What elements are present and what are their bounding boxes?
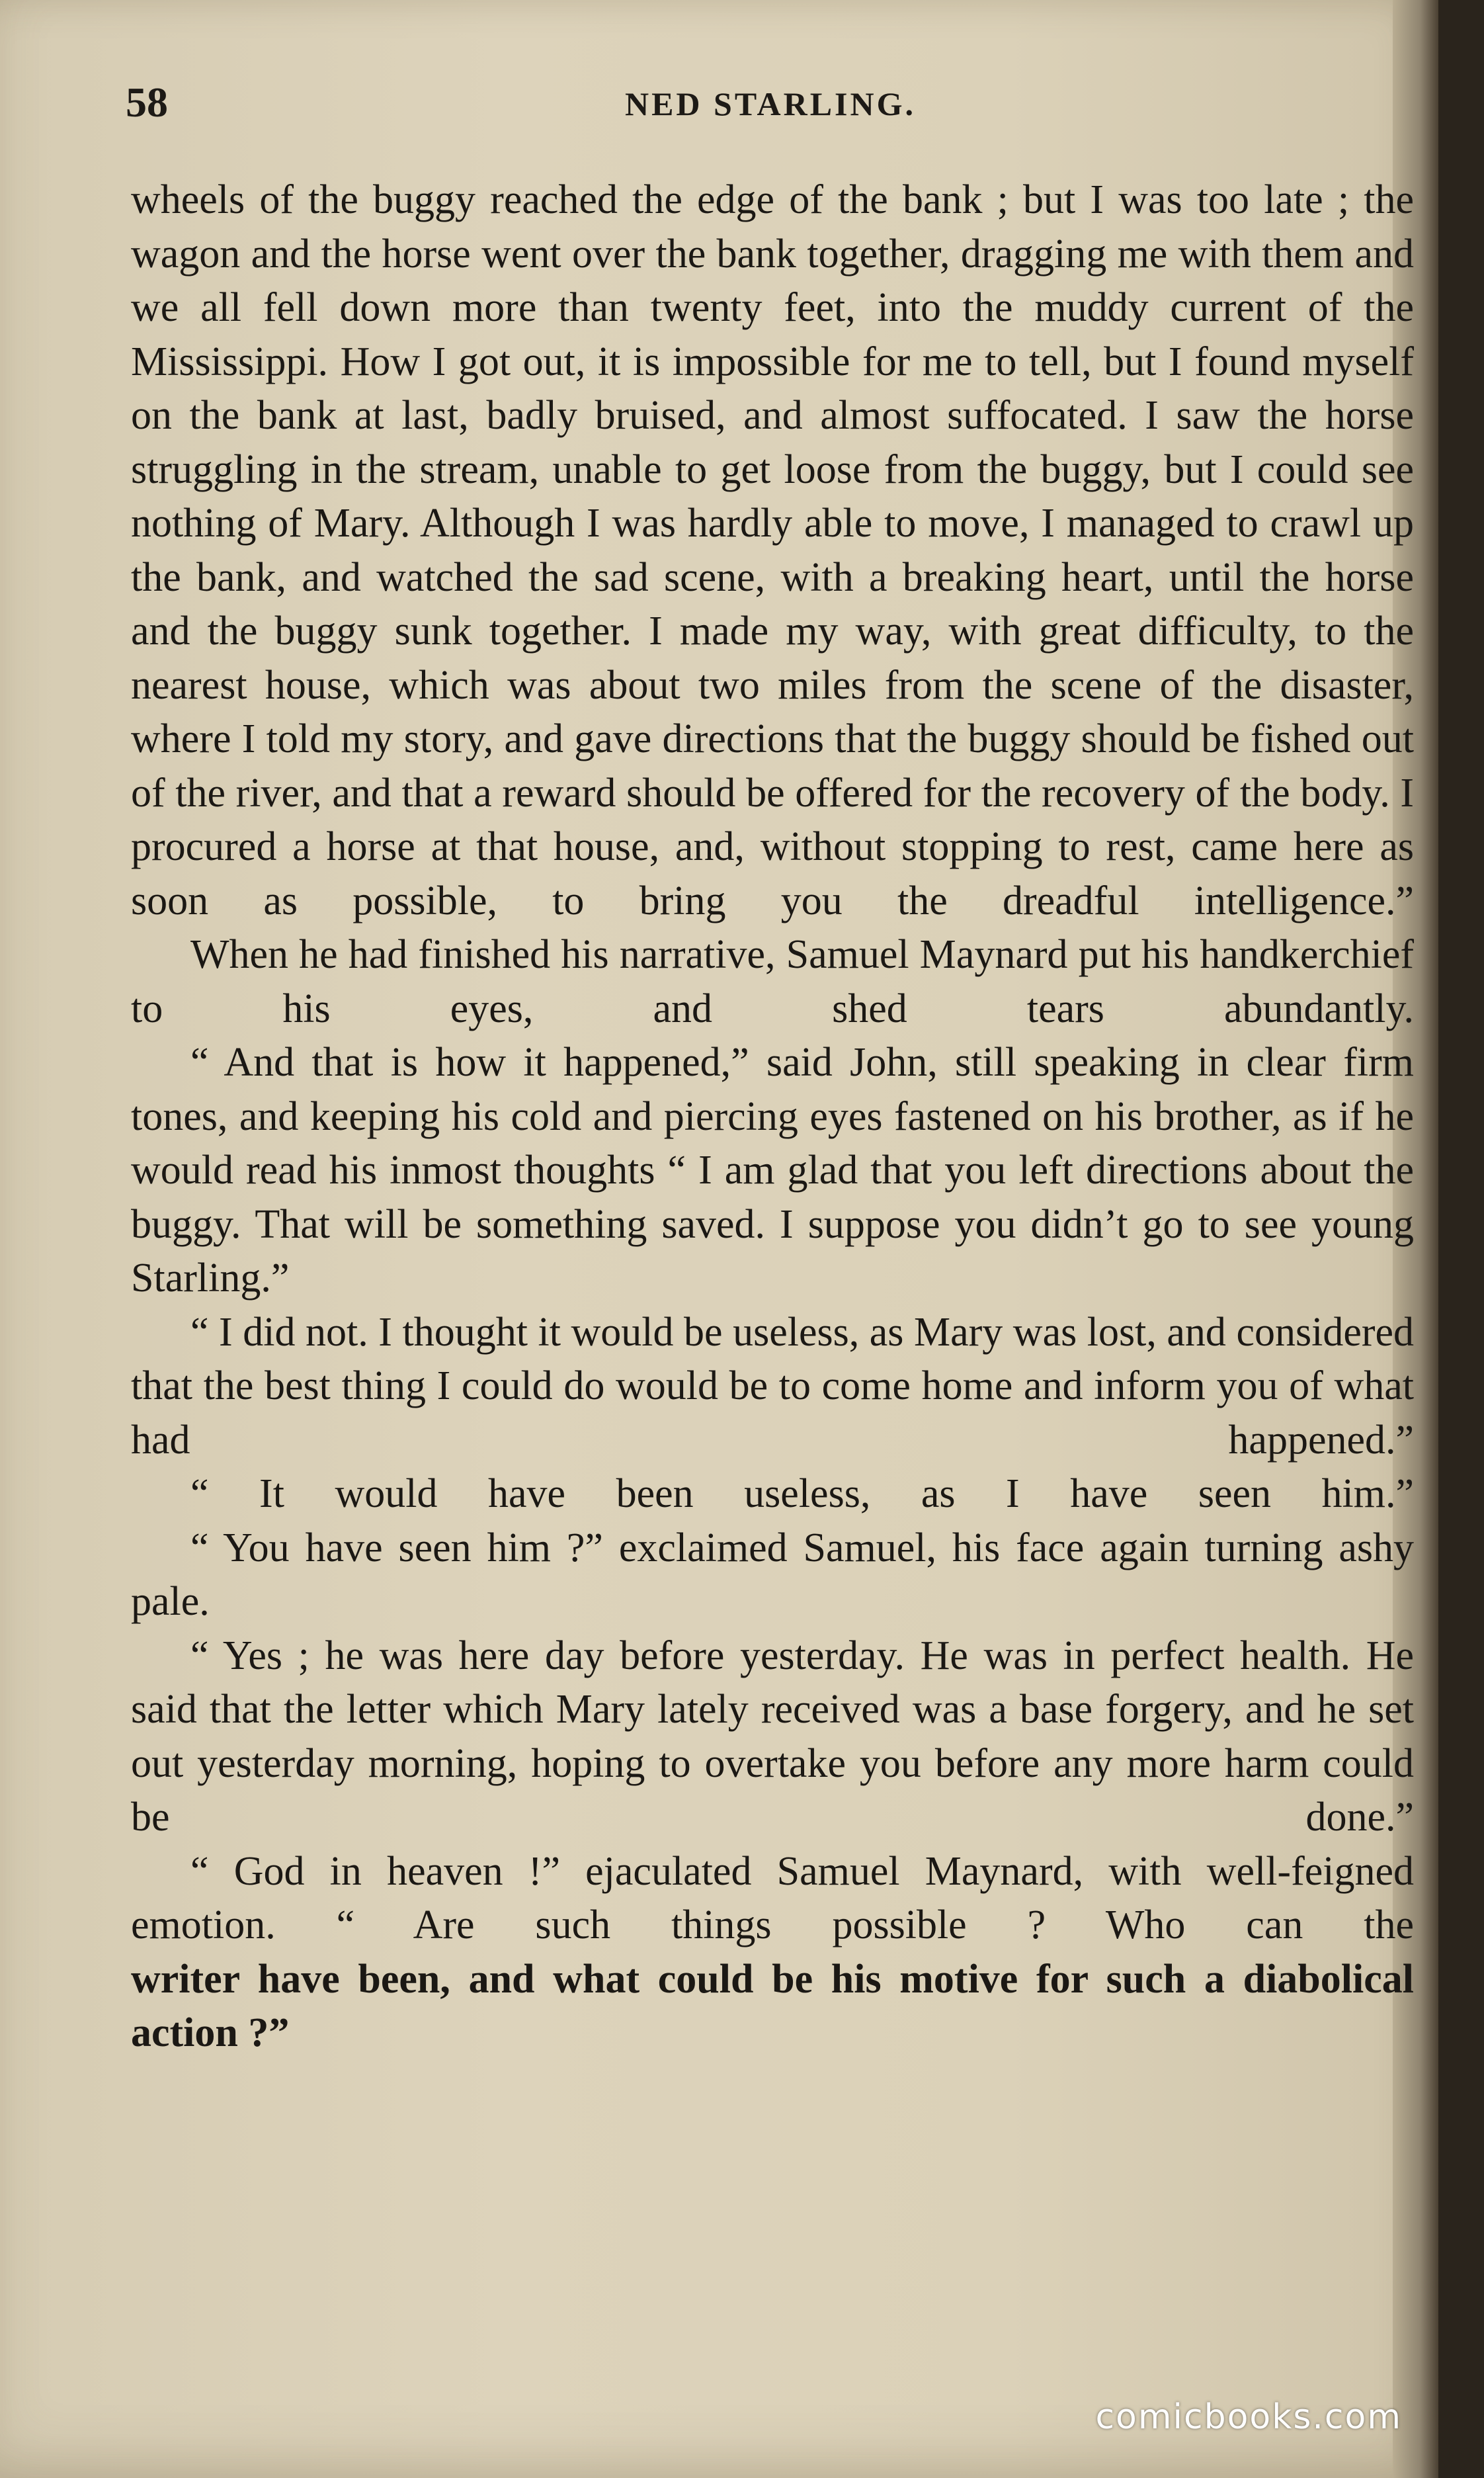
paragraph: “ God in heaven !” ejaculated Samuel Maynard, with well-feigned emotion. “ Are such things possible ? Who can the bbox=[131, 1848, 1414, 1947]
paragraph: “ It would have been useless, as I have seen him.” bbox=[190, 1471, 1414, 1516]
running-head: NED STARLING. bbox=[624, 85, 917, 122]
paragraph: When he had finished his narrative, Samuel Maynard put his handkerchief to his eyes, and shed tears abundantly. bbox=[131, 932, 1414, 1031]
paragraph: “ I did not. I thought it would be useless, as Mary was lost, and considered that the best thing I could do would be to come home and inform you of what had happened.” bbox=[131, 1309, 1414, 1463]
watermark: comicbooks.com bbox=[1095, 2397, 1402, 2437]
paragraph: wheels of the buggy reached the edge of the bank ; but I was too late ; the wagon and the horse went over the bank together, dragging me with them and we all fell down more than twenty feet, into the muddy current of the Mississippi. How I got out, it is impossible for me to tell, but I found myself on the bank at last, badly bruised, and almost suffocated. I saw the horse struggling in the stream, unable to get loose from the buggy, but I could see nothing of Mary. Although I was hardly able to move, I managed to crawl up the bank, and watched the sad scene, with a breaking heart, until the horse and the buggy sunk together. I made my way, with great difficulty, to the nearest house, which was about two miles from the scene of the disaster, where I told my story, and gave directions that the buggy should be fished out of the river, and that a reward should be offered for the recovery of the body. I procured a horse at that house, and, without stopping to rest, came here as soon as possible, to bring you the dreadful intelligence.” bbox=[131, 177, 1414, 923]
paragraph: “ Yes ; he was here day before yesterday. He was in perfect health. He said that the letter which Mary lately received was a base forgery, and he set out yesterday morning, hoping to overtake you before any more harm could be done.” bbox=[131, 1633, 1414, 1840]
paragraph: “ And that is how it happened,” said John, still speaking in clear firm tones, and keeping his cold and piercing eyes fastened on his brother, as if he would read his inmost thoughts “ I am glad that you left directions about the buggy. That will be something saved. I suppose you didn’t go to see young Starling.” bbox=[131, 1040, 1414, 1301]
page-header bbox=[126, 78, 1415, 131]
paragraph: “ You have seen him ?” exclaimed Samuel, his face again turning ashy pale. bbox=[131, 1525, 1414, 1624]
page-number: 58 bbox=[126, 79, 168, 126]
body-text bbox=[131, 173, 1414, 2061]
paragraph-final-line: writer have been, and what could be his motive for such a diabolical action ?” bbox=[131, 1956, 1414, 2055]
